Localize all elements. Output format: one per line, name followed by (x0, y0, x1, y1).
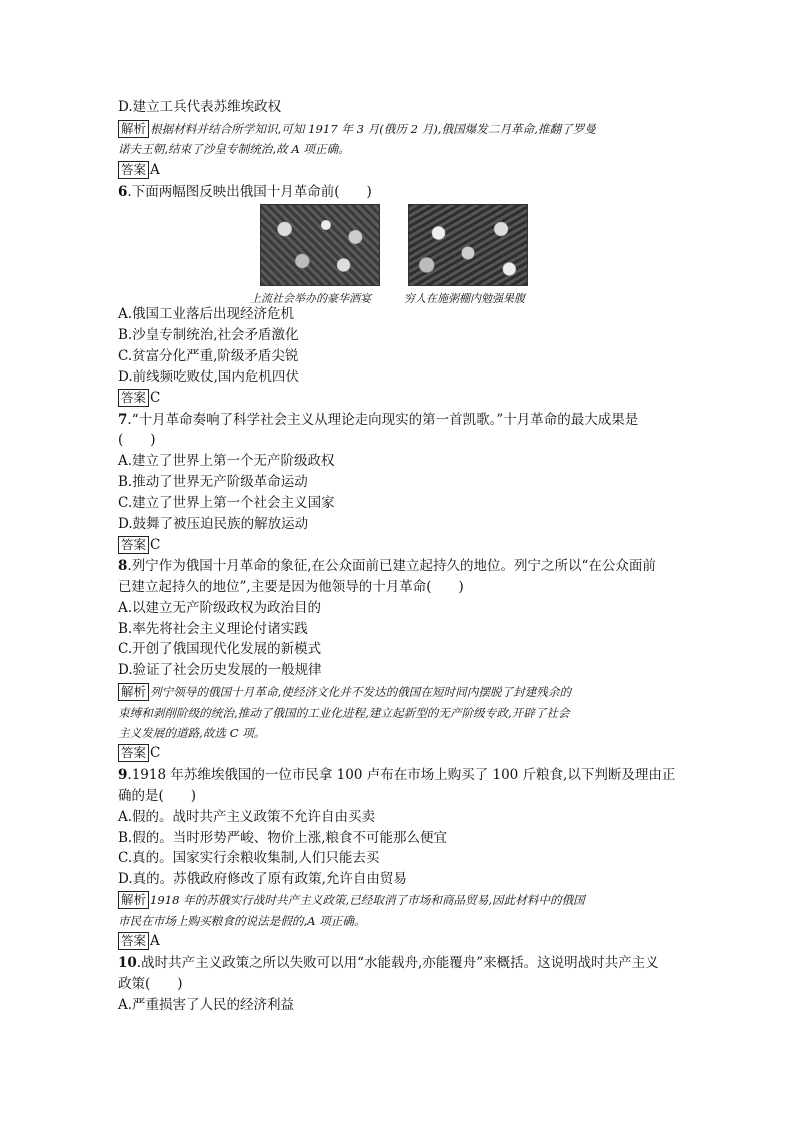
q6-figures (258, 204, 558, 286)
answer-tag: 答案 (118, 536, 149, 554)
q9-option-c: C.真的。国家实行余粮收集制,人们只能去买 (118, 850, 380, 866)
q8-stem-line2: 已建立起持久的地位”,主要是因为他领导的十月革命( ) (118, 579, 464, 595)
q7-option-c: C.建立了世界上第一个社会主义国家 (118, 495, 335, 511)
q7-option-d: D.鼓舞了被压迫民族的解放运动 (118, 516, 309, 532)
answer-tag: 答案 (118, 744, 149, 762)
q8-stem-line1: 8.列宁作为俄国十月革命的象征,在公众面前已建立起持久的地位。列宁之所以“在公众面前 (118, 558, 656, 574)
soup-kitchen-photo (408, 204, 528, 286)
answer-tag: 答案 (118, 389, 149, 407)
q9-option-d: D.真的。苏俄政府修改了原有政策,允许自由贸易 (118, 871, 407, 887)
q6-option-a: A.俄国工业落后出现经济危机 (118, 306, 295, 322)
explanation-tag: 解析 (118, 891, 149, 909)
q6-answer: 答案 C (118, 388, 160, 408)
q6-stem: 6.下面两幅图反映出俄国十月革命前( ) (118, 184, 372, 200)
q9-explanation-line2: 市民在市场上购买粮食的说法是假的,A 项正确。 (118, 914, 366, 928)
q7-option-a: A.建立了世界上第一个无产阶级政权 (118, 453, 335, 469)
q8-option-d: D.验证了社会历史发展的一般规律 (118, 662, 322, 678)
q9-stem-line1: 9.1918 年苏维埃俄国的一位市民拿 100 卢布在市场上购买了 100 斤粮食,以下判断及理由正 (118, 767, 676, 783)
q6-option-d: D.前线频吃败仗,国内危机四伏 (118, 369, 299, 385)
q7-stem-line2: ( ) (118, 432, 156, 448)
q8-answer: 答案 C (118, 743, 160, 763)
q7-answer: 答案 C (118, 535, 160, 555)
q9-stem-line2: 确的是( ) (118, 788, 197, 804)
q8-explanation-line1: 解析 列宁领导的俄国十月革命,使经济文化并不发达的俄国在短时间内摆脱了封建残余的 (118, 682, 571, 702)
q5-option-d: D.建立工兵代表苏维埃政权 (118, 99, 282, 115)
q9-option-a: A.假的。战时共产主义政策不允许自由买卖 (118, 809, 376, 825)
q9-explanation-line1: 解析 1918 年的苏俄实行战时共产主义政策,已经取消了市场和商品贸易,因此材料中的俄国 (118, 890, 585, 910)
q10-option-a: A.严重损害了人民的经济利益 (118, 997, 295, 1013)
photo-caption-right: 穷人在施粥棚内勉强果腹 (404, 292, 525, 305)
q8-option-a: A.以建立无产阶级政权为政治目的 (118, 600, 322, 616)
banquet-photo (260, 204, 380, 286)
q8-option-b: B.率先将社会主义理论付诸实践 (118, 621, 308, 637)
answer-tag: 答案 (118, 932, 149, 950)
answer-tag: 答案 (118, 161, 149, 179)
q8-explanation-line3: 主义发展的道路,故选 C 项。 (118, 726, 266, 740)
q7-option-b: B.推动了世界无产阶级革命运动 (118, 474, 308, 490)
q10-stem-line1: 10.战时共产主义政策之所以失败可以用“水能载舟,亦能覆舟”来概括。这说明战时共产主义 (118, 955, 659, 971)
q9-answer: 答案 A (118, 931, 160, 951)
q5-explanation-line2: 诺夫王朝,结束了沙皇专制统治,故 A 项正确。 (118, 142, 350, 156)
explanation-tag: 解析 (118, 120, 149, 138)
q10-stem-line2: 政策( ) (118, 976, 183, 992)
q8-option-c: C.开创了俄国现代化发展的新模式 (118, 641, 322, 657)
q5-answer: 答案 A (118, 160, 160, 180)
q9-option-b: B.假的。当时形势严峻、物价上涨,粮食不可能那么便宜 (118, 830, 448, 846)
q8-explanation-line2: 束缚和剥削阶级的统治,推动了俄国的工业化进程,建立起新型的无产阶级专政,开辟了社会 (118, 706, 570, 720)
q5-explanation-line1: 解析 根据材料并结合所学知识,可知 1917 年 3 月(俄历 2 月),俄国爆发二月革命,推翻了罗曼 (118, 119, 596, 139)
q7-stem-line1: 7.“十月革命奏响了科学社会主义从理论走向现实的第一首凯歌。”十月革命的最大成果是 (118, 412, 639, 428)
photo-caption-left: 上流社会举办的豪华酒宴 (250, 292, 371, 305)
explanation-tag: 解析 (118, 683, 149, 701)
q6-option-b: B.沙皇专制统治,社会矛盾激化 (118, 327, 299, 343)
q6-option-c: C.贫富分化严重,阶级矛盾尖锐 (118, 348, 299, 364)
